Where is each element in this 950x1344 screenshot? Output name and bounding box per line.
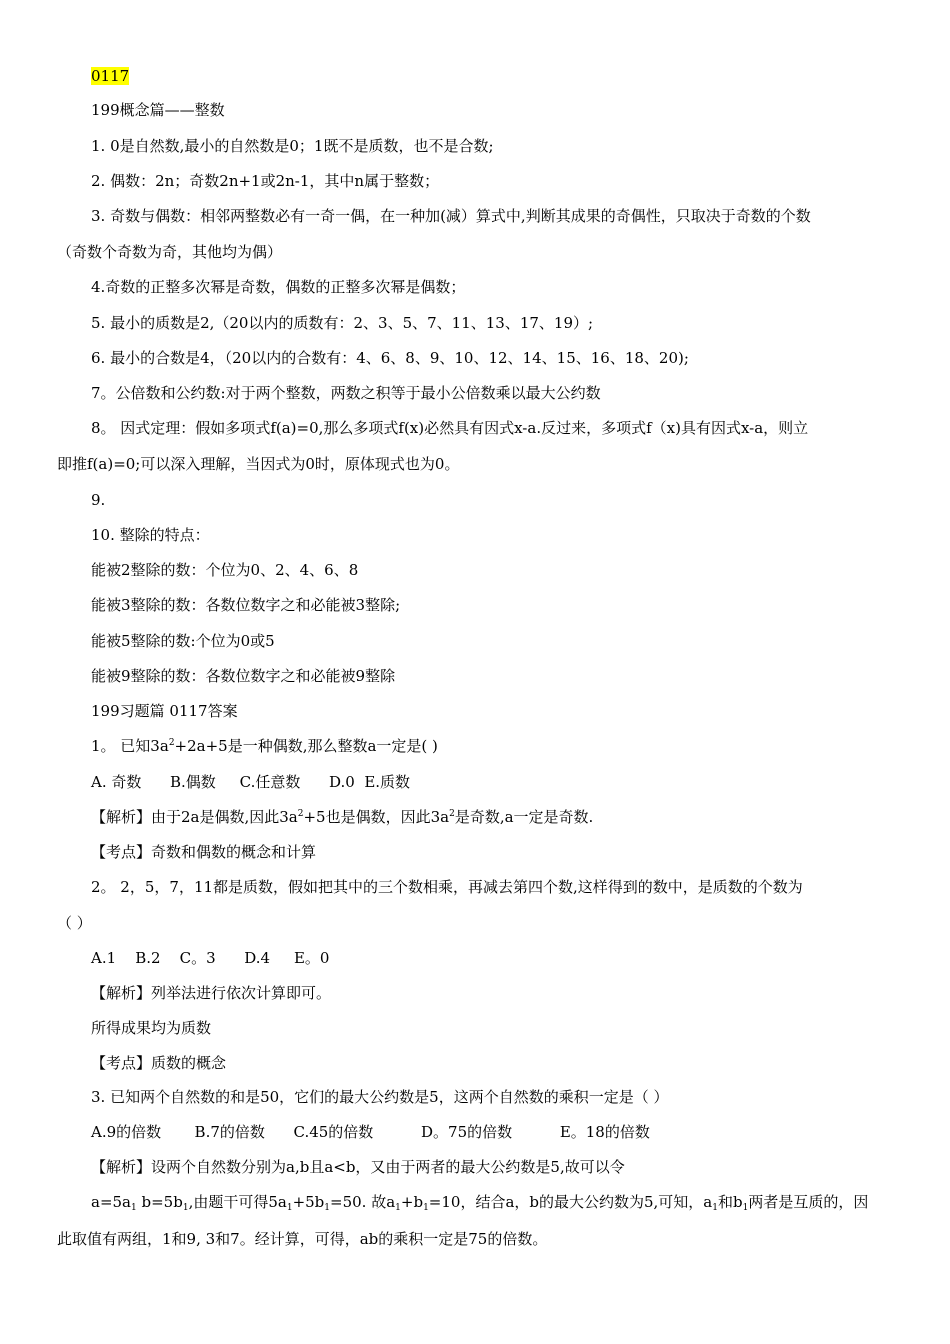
question-2-options (91, 948, 329, 968)
question-2-result: 所得成果均为质数 (91, 1019, 212, 1037)
question-1-options (91, 772, 410, 792)
concept-6: 6. 最小的合数是4，（20以内的合数有：4、6、8、9、10、12、14、15、16、18、20); (91, 349, 689, 367)
question-1-point: 【考点】奇数和偶数的概念和计算 (91, 843, 317, 861)
option-d: D.4 (244, 949, 271, 967)
option-b: B.7的倍数 (194, 1123, 265, 1141)
concept-3-cont: （奇数个奇数为奇，其他均为偶） (57, 243, 283, 261)
divisible-by-3: 能被3整除的数：各数位数字之和必能被3整除; (91, 596, 401, 614)
question-3-analysis-line3: 此取值有两组，1和9, 3和7。经计算，可得，ab的乘积一定是75的倍数。 (57, 1230, 548, 1248)
question-2: 2。 2，5，7，11都是质数，假如把其中的三个数相乘，再减去第四个数,这样得到的数中，是质数的个数为 (91, 878, 803, 896)
question-3-analysis: 【解析】设两个自然数分别为a,b且a<b，又由于两者的最大公约数是5,故可以令 (91, 1158, 625, 1176)
option-c: C.任意数 (239, 773, 301, 791)
concept-2: 2. 偶数：2n；奇数2n+1或2n-1，其中n属于整数； (91, 172, 440, 190)
question-2-cont: （ ） (57, 914, 92, 932)
option-a: A.9的倍数 (91, 1123, 162, 1141)
concept-4: 4.奇数的正整多次幂是奇数，偶数的正整多次幂是偶数； (91, 278, 466, 296)
divisible-by-5: 能被5整除的数:个位为0或5 (91, 632, 275, 650)
concept-1: 1. 0是自然数,最小的自然数是0；1既不是质数，也不是合数; (91, 137, 494, 155)
question-1-analysis: 【解析】由于2a是偶数,因此$3a^2+5$也是偶数，因此$3a^2$是奇数,a一定是奇数. (91, 808, 594, 826)
question-3-options (91, 1122, 650, 1142)
concepts-title: 199概念篇——整数 (91, 101, 225, 119)
question-2-analysis: 【解析】列举法进行依次计算即可。 (91, 984, 332, 1002)
option-e: E.质数 (364, 773, 411, 791)
concept-9: 9. (91, 491, 106, 509)
option-d: D。75的倍数 (421, 1123, 513, 1141)
concept-7: 7。公倍数和公约数:对于两个整数，两数之积等于最小公倍数乘以最大公约数 (91, 384, 601, 402)
concept-5: 5. 最小的质数是2,（20以内的质数有：2、3、5、7、11、13、17、19）; (91, 314, 594, 332)
exercises-title: 199习题篇 0117答案 (91, 702, 238, 720)
option-b: B.偶数 (169, 773, 216, 791)
option-b: B.2 (135, 949, 161, 967)
doc-code (91, 66, 129, 86)
option-d: D.0 (328, 773, 355, 791)
question-3: 3. 已知两个自然数的和是50，它们的最大公约数是5，这两个自然数的乘积一定是（ ） (91, 1088, 669, 1106)
question-2-point: 【考点】质数的概念 (91, 1054, 227, 1072)
concept-10: 10. 整除的特点： (91, 526, 210, 544)
concept-8: 8。 因式定理：假如多项式f(a)=0,那么多项式f(x)必然具有因式x-a.反过来，多项式f（x)具有因式x-a，则立 (91, 419, 809, 437)
concept-3: 3. 奇数与偶数：相邻两整数必有一奇一偶，在一种加(减）算式中,判断其成果的奇偶性，只取决于奇数的个数 (91, 207, 811, 225)
option-e: E。0 (293, 949, 330, 967)
concept-8-cont: 即推f(a)=0;可以深入理解，当因式为0时，原体现式也为0。 (57, 455, 460, 473)
option-a: A.1 (91, 949, 117, 967)
option-c: C。3 (179, 949, 216, 967)
option-a: A. 奇数 (91, 773, 142, 791)
question-1: 1。 已知$3a^2+2a+5$是一种偶数,那么整数a一定是( ) (91, 737, 438, 755)
divisible-by-9: 能被9整除的数：各数位数字之和必能被9整除 (91, 667, 396, 685)
highlighted-code: 0117 (91, 67, 130, 85)
divisible-by-2: 能被2整除的数：个位为0、2、4、6、8 (91, 561, 359, 579)
option-e: E。18的倍数 (559, 1123, 650, 1141)
option-c: C.45的倍数 (293, 1123, 374, 1141)
question-3-analysis-line2: $a=5a_1$ $b=5b_1$,由题干可得$5a_1+5b_1=50$. 故$a_1+b_1=10$，结合a，b的最大公约数为5,可知，$a_1$和$b_1$两者是互质的，因 (91, 1193, 869, 1213)
